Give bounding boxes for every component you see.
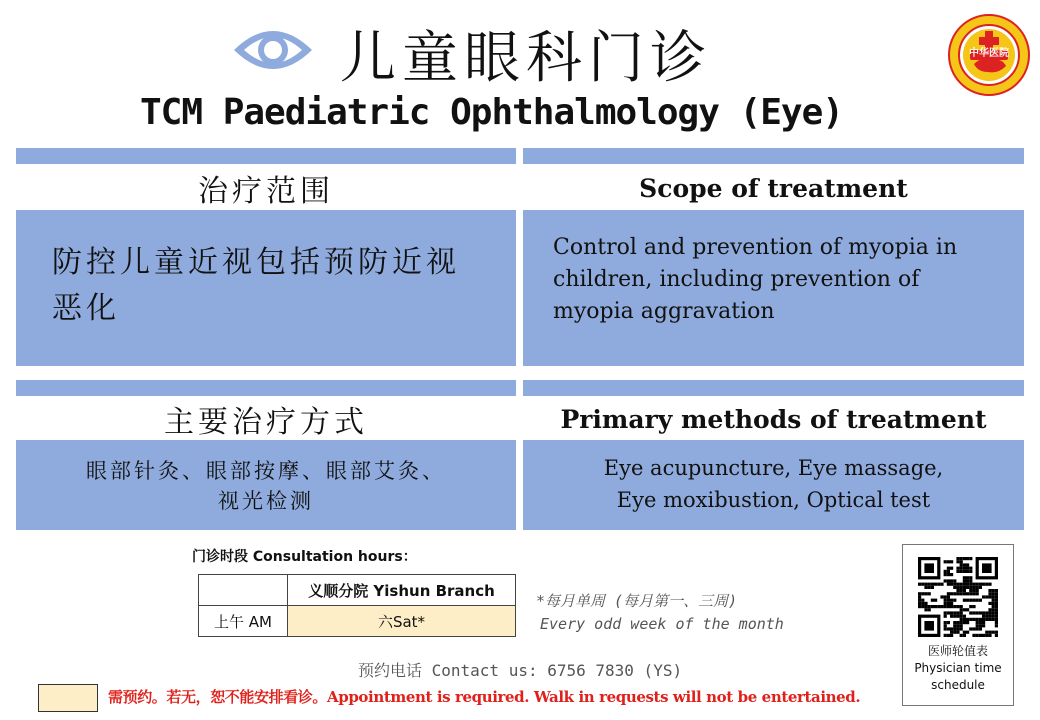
methods-panel-en (523, 440, 1024, 530)
scope-label-cn: 治疗范围 (198, 174, 334, 209)
qr-label-en-line1: Physician time (914, 661, 1002, 675)
schedule-note-en: Every odd week of the month (540, 615, 784, 633)
appointment-legend-swatch (38, 684, 98, 712)
methods-text-en-line2: Eye moxibustion, Optical test (616, 488, 931, 512)
session-label: 上午 AM (199, 606, 288, 637)
divider-bar-right-mid (523, 380, 1024, 396)
scope-panel-cn (16, 210, 516, 366)
appointment-notice: 需预约。若无，恕不能安排看诊。Appointment is required. Walk in requests will not be entertained. (108, 688, 861, 706)
methods-text-cn-line2: 视光检测 (218, 489, 314, 513)
methods-panel-cn (16, 440, 516, 530)
schedule-note-cn: *每月单周 (每月第一、三周) (536, 592, 738, 610)
page-title-cn: 儿童眼科门诊 (340, 26, 712, 91)
scope-label-en: Scope of treatment (639, 173, 908, 203)
table-corner-cell (199, 575, 288, 606)
contact-info: 预约电话 Contact us: 6756 7830 (YS) (358, 661, 683, 680)
scope-text-cn: 防控儿童近视包括预防近视恶化 (52, 245, 460, 326)
consultation-hours-label: 门诊时段 Consultation hours： (192, 549, 417, 565)
qr-code-panel (902, 544, 1014, 706)
branch-header: 义顺分院 Yishun Branch (288, 575, 516, 606)
methods-label-cn: 主要治疗方式 (164, 405, 368, 440)
divider-bar-left-mid (16, 380, 516, 396)
table-row (199, 606, 516, 637)
methods-text-cn-line1: 眼部针灸、眼部按摩、眼部艾灸、 (86, 459, 446, 483)
session-value: 六Sat* (288, 606, 516, 637)
scope-text-en: Control and prevention of myopia in children, including prevention of myopia aggravation (553, 235, 958, 324)
scope-panel-en (523, 210, 1024, 366)
qr-label-cn: 医师轮值表 (927, 644, 988, 658)
logo-center-text: 中华医院 (969, 48, 1009, 59)
consultation-hours-table (198, 574, 516, 637)
qr-code-icon[interactable] (918, 557, 998, 637)
methods-label-en: Primary methods of treatment (560, 404, 987, 434)
table-row (199, 575, 516, 606)
qr-label-en-line2: schedule (931, 678, 985, 692)
divider-bar-right-top (523, 148, 1024, 164)
eye-icon (232, 22, 314, 78)
methods-text-en-line1: Eye acupuncture, Eye massage, (603, 456, 944, 480)
divider-bar-left-top (16, 148, 516, 164)
page-title-en: TCM Paediatric Ophthalmology (Eye) (140, 92, 843, 133)
